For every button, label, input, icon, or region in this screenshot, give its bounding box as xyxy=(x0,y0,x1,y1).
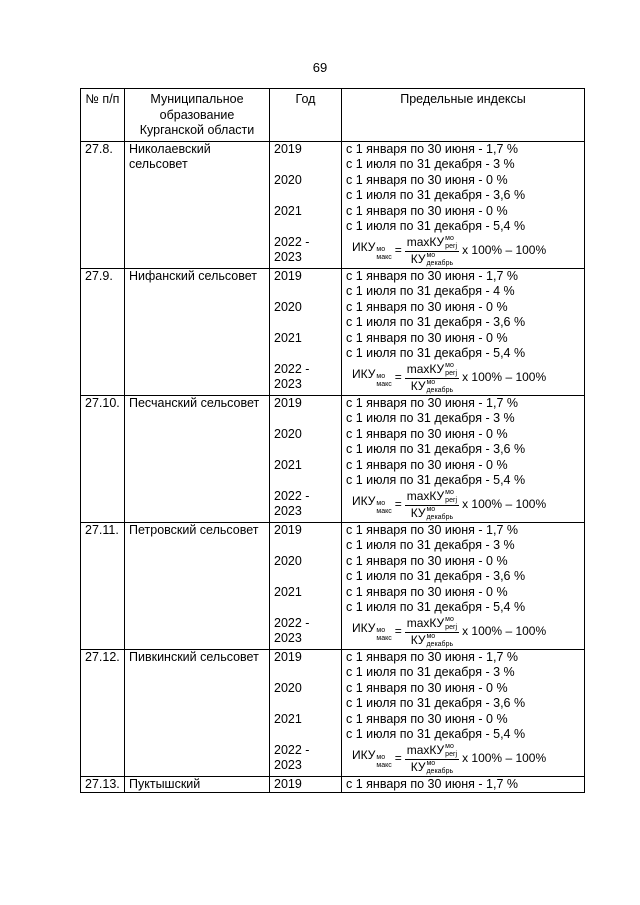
table-header-row xyxy=(81,89,585,142)
row-municipality: Нифанский сельсовет xyxy=(125,268,270,395)
formula-den: КУ xyxy=(410,378,426,393)
row-num: 27.9. xyxy=(81,268,125,395)
formula-num-sub: pегj xyxy=(445,623,458,631)
formula-lhs: ИКУ xyxy=(352,748,376,762)
year-value: 2022 - 2023 xyxy=(274,488,310,518)
formula-lhs: ИКУ xyxy=(352,367,376,381)
year-value: 2019 xyxy=(274,395,302,410)
formula-eq: = xyxy=(394,751,402,766)
formula-num-sup: мо xyxy=(445,615,454,623)
index-line: с 1 января по 30 июня - 0 % xyxy=(346,457,508,472)
index-formula xyxy=(346,235,580,268)
formula-num: maxКУ xyxy=(406,234,445,249)
formula-num-sup: мо xyxy=(445,361,454,369)
row-num: 27.8. xyxy=(81,141,125,268)
formula-num-sup: мо xyxy=(445,488,454,496)
formula-lhs-sup: мо xyxy=(376,754,386,761)
row-years xyxy=(270,395,342,522)
index-line: с 1 июля по 31 декабря - 5,4 % xyxy=(346,219,526,233)
formula-den-sub: декабрь xyxy=(426,386,454,394)
header-municipality: Муниципальное образование Курганской области xyxy=(125,89,270,142)
formula-fraction xyxy=(405,616,459,649)
formula-num-sub: pегj xyxy=(445,242,458,250)
formula-den: КУ xyxy=(410,505,426,520)
year-value: 2020 xyxy=(274,680,302,695)
index-line: с 1 июля по 31 декабря - 5,4 % xyxy=(346,473,526,487)
formula-lhs: ИКУ xyxy=(352,621,376,635)
table-row xyxy=(81,268,585,395)
formula-num-sub: pегj xyxy=(445,369,458,377)
formula-eq: = xyxy=(394,243,402,258)
index-line: с 1 июля по 31 декабря - 3,6 % xyxy=(346,188,526,202)
formula-num: maxКУ xyxy=(406,361,445,376)
row-indices xyxy=(342,141,585,268)
row-num: 27.12. xyxy=(81,649,125,776)
year-value: 2019 xyxy=(274,522,302,537)
formula-eq: = xyxy=(394,624,402,639)
year-value: 2021 xyxy=(274,457,302,472)
formula-tail: x 100% – 100% xyxy=(462,624,547,639)
formula-fraction xyxy=(405,489,459,522)
formula-lhs-sup: мо xyxy=(376,500,386,507)
formula-num: maxКУ xyxy=(406,615,445,630)
index-line: с 1 января по 30 июня - 0 % xyxy=(346,203,508,218)
index-line: с 1 января по 30 июня - 1,7 % xyxy=(346,141,518,156)
row-years xyxy=(270,141,342,268)
formula-num-sub: pегj xyxy=(445,750,458,758)
formula-den-sup: мо xyxy=(426,378,436,386)
index-formula xyxy=(346,489,580,522)
index-line: с 1 июля по 31 декабря - 3 % xyxy=(346,665,515,679)
year-value: 2022 - 2023 xyxy=(274,615,310,645)
row-municipality: Петровский сельсовет xyxy=(125,522,270,649)
row-municipality: Пуктышский xyxy=(125,776,270,793)
index-formula xyxy=(346,743,580,776)
formula-den-sub: декабрь xyxy=(426,640,454,648)
formula-den-sub: декабрь xyxy=(426,767,454,775)
index-line: с 1 января по 30 июня - 1,7 % xyxy=(346,522,518,537)
index-line: с 1 июля по 31 декабря - 3,6 % xyxy=(346,315,526,329)
header-num: № п/п xyxy=(81,89,125,142)
formula-num: maxКУ xyxy=(406,488,445,503)
formula-den-sup: мо xyxy=(426,505,436,513)
row-municipality: Песчанский сельсовет xyxy=(125,395,270,522)
index-line: с 1 января по 30 июня - 0 % xyxy=(346,426,508,441)
index-line: с 1 июля по 31 декабря - 3 % xyxy=(346,538,515,552)
row-num: 27.11. xyxy=(81,522,125,649)
row-years xyxy=(270,522,342,649)
index-line: с 1 июля по 31 декабря - 3 % xyxy=(346,157,515,171)
index-line: с 1 января по 30 июня - 0 % xyxy=(346,330,508,345)
formula-lhs-sup: мо xyxy=(376,246,386,253)
formula-tail: x 100% – 100% xyxy=(462,243,547,258)
year-value: 2021 xyxy=(274,330,302,345)
index-line: с 1 января по 30 июня - 0 % xyxy=(346,172,508,187)
formula-num-sub: pегj xyxy=(445,496,458,504)
index-line: с 1 января по 30 июня - 0 % xyxy=(346,680,508,695)
year-value: 2020 xyxy=(274,172,302,187)
table-row xyxy=(81,522,585,649)
index-line: с 1 января по 30 июня - 1,7 % xyxy=(346,649,518,664)
index-line: с 1 января по 30 июня - 0 % xyxy=(346,584,508,599)
index-line: с 1 января по 30 июня - 0 % xyxy=(346,711,508,726)
table-row xyxy=(81,141,585,268)
formula-lhs-sup: мо xyxy=(376,627,386,634)
index-line: с 1 января по 30 июня - 1,7 % xyxy=(342,776,585,793)
formula-lhs-sup: мо xyxy=(376,373,386,380)
index-line: с 1 января по 30 июня - 0 % xyxy=(346,299,508,314)
row-indices xyxy=(342,395,585,522)
formula-num-sup: мо xyxy=(445,742,454,750)
index-line: с 1 июля по 31 декабря - 4 % xyxy=(346,284,515,298)
formula-lhs-sub: макс xyxy=(376,254,392,261)
table-row xyxy=(81,395,585,522)
year-value: 2021 xyxy=(274,584,302,599)
formula-lhs-sub: макс xyxy=(376,635,392,642)
index-line: с 1 июля по 31 декабря - 5,4 % xyxy=(346,727,526,741)
year-value: 2020 xyxy=(274,426,302,441)
row-num: 27.13. xyxy=(81,776,125,793)
indices-table xyxy=(80,88,585,793)
year-value: 2022 - 2023 xyxy=(274,361,310,391)
formula-den: КУ xyxy=(410,632,426,647)
index-line: с 1 июля по 31 декабря - 5,4 % xyxy=(346,600,526,614)
formula-tail: x 100% – 100% xyxy=(462,751,547,766)
formula-fraction xyxy=(405,235,459,268)
index-line: с 1 июля по 31 декабря - 3 % xyxy=(346,411,515,425)
formula-lhs: ИКУ xyxy=(352,494,376,508)
row-years: 2019 xyxy=(270,776,342,793)
row-indices xyxy=(342,268,585,395)
row-num: 27.10. xyxy=(81,395,125,522)
row-indices xyxy=(342,522,585,649)
formula-lhs: ИКУ xyxy=(352,240,376,254)
formula-den: КУ xyxy=(410,759,426,774)
year-value: 2022 - 2023 xyxy=(274,742,310,772)
row-municipality: Николаевский сельсовет xyxy=(125,141,270,268)
page-number: 69 xyxy=(312,60,328,75)
formula-lhs-sub: макс xyxy=(376,508,392,515)
formula-den-sup: мо xyxy=(426,759,436,767)
formula-den-sup: мо xyxy=(426,632,436,640)
formula-fraction xyxy=(405,743,459,776)
formula-eq: = xyxy=(394,497,402,512)
formula-num: maxКУ xyxy=(406,742,445,757)
formula-den-sup: мо xyxy=(426,251,436,259)
index-line: с 1 января по 30 июня - 0 % xyxy=(346,553,508,568)
year-value: 2019 xyxy=(274,141,302,156)
formula-den-sub: декабрь xyxy=(426,513,454,521)
header-year: Год xyxy=(270,89,342,142)
index-line: с 1 июля по 31 декабря - 5,4 % xyxy=(346,346,526,360)
formula-den: КУ xyxy=(410,251,426,266)
formula-fraction xyxy=(405,362,459,395)
year-value: 2021 xyxy=(274,203,302,218)
index-line: с 1 января по 30 июня - 1,7 % xyxy=(346,268,518,283)
row-years xyxy=(270,649,342,776)
table-row xyxy=(81,649,585,776)
index-formula xyxy=(346,616,580,649)
header-indices: Предельные индексы xyxy=(342,89,585,142)
row-municipality: Пивкинский сельсовет xyxy=(125,649,270,776)
year-value: 2019 xyxy=(274,649,302,664)
formula-tail: x 100% – 100% xyxy=(462,370,547,385)
formula-eq: = xyxy=(394,370,402,385)
formula-tail: x 100% – 100% xyxy=(462,497,547,512)
index-line: с 1 июля по 31 декабря - 3,6 % xyxy=(346,696,526,710)
table-row xyxy=(81,776,585,793)
row-years xyxy=(270,268,342,395)
year-value: 2019 xyxy=(274,268,302,283)
formula-num-sup: мо xyxy=(445,234,454,242)
year-value: 2021 xyxy=(274,711,302,726)
year-value: 2022 - 2023 xyxy=(274,234,310,264)
index-line: с 1 июля по 31 декабря - 3,6 % xyxy=(346,442,526,456)
formula-lhs-sub: макс xyxy=(376,381,392,388)
year-value: 2020 xyxy=(274,299,302,314)
index-formula xyxy=(346,362,580,395)
index-line: с 1 июля по 31 декабря - 3,6 % xyxy=(346,569,526,583)
year-value: 2020 xyxy=(274,553,302,568)
formula-lhs-sub: макс xyxy=(376,762,392,769)
row-indices xyxy=(342,649,585,776)
formula-den-sub: декабрь xyxy=(426,259,454,267)
index-line: с 1 января по 30 июня - 1,7 % xyxy=(346,395,518,410)
